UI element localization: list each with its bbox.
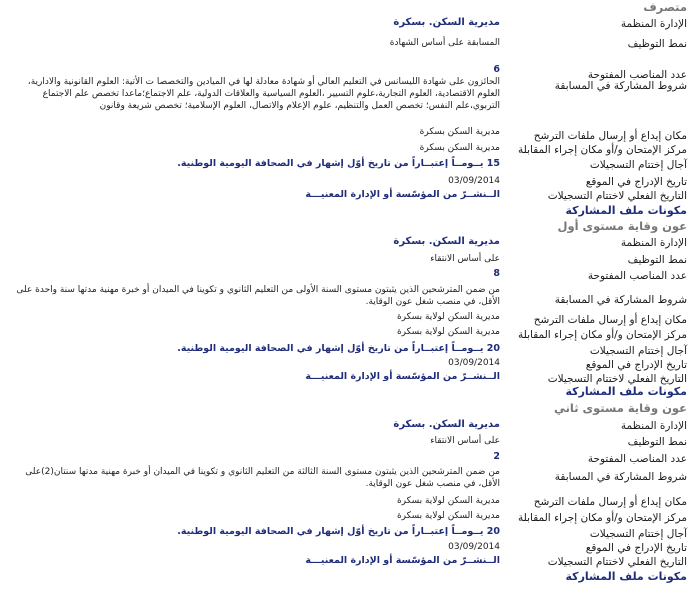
- row-value: 15 يــومــاً إعتبــاراً من تاريخ أوّل إشهار في الصحافة اليومية الوطنية.: [177, 158, 500, 169]
- row-label: شروط المشاركة في المسابقة: [554, 294, 687, 306]
- row-label: عدد المناصب المفتوحة: [587, 270, 687, 282]
- row-label: عدد المناصب المفتوحة: [587, 69, 687, 81]
- row-label: الإدارة المنظمة: [620, 420, 687, 432]
- row-value: الــنشــرّ من المؤسّسة أو الإدارة المعنيـــة: [305, 371, 500, 382]
- row-label: شروط المشاركة في المسابقة: [554, 471, 687, 483]
- section-heading: متصرف: [643, 0, 687, 14]
- row-label: شروط المشاركة في المسابقة: [554, 80, 687, 92]
- row-label: نمط التوظيف: [627, 38, 687, 50]
- row-value: الــنشــرّ من المؤسّسة أو الإدارة المعنيـــة: [305, 189, 500, 200]
- row-label: تاريخ الإدراج في الموقع: [585, 359, 687, 371]
- row-value: 2: [493, 451, 500, 462]
- row-value: مديرية السكن لولاية بسكرة: [396, 312, 500, 322]
- row-label: عدد المناصب المفتوحة: [587, 453, 687, 465]
- row-value: مديرية السكن لولاية بسكرة: [396, 327, 500, 337]
- row-label: مكان إيداع أو إرسال ملفات الترشح: [533, 130, 687, 142]
- row-value: مديرية السكن. بسكرة: [393, 236, 500, 247]
- row-value: مديرية السكن بسكرة: [419, 127, 500, 137]
- row-value: مديرية السكن. بسكرة: [393, 17, 500, 28]
- row-label: نمط التوظيف: [627, 254, 687, 266]
- row-value: 8: [493, 268, 500, 279]
- row-value: مديرية السكن لولاية بسكرة: [396, 496, 500, 506]
- components-link[interactable]: مكونات ملف المشاركة: [565, 570, 687, 583]
- row-value: 03/09/2014: [448, 542, 500, 552]
- row-label: مكان إيداع أو إرسال ملفات الترشح: [533, 314, 687, 326]
- section-heading: عون وقاية مستوى أول: [557, 219, 687, 233]
- row-value: 6: [493, 64, 500, 75]
- row-label: آجال إختتام التسجيلات: [589, 159, 687, 171]
- row-value: الحائزون على شهادة الليسانس في التعليم العالي أو شهادة معادلة لها في الميادين والتخصصا ت الأتية: العلوم القانونية والادارية، العلوم الاقتصادية، العلوم التجارية،علوم التسيير ،العلوم السياسية والعلاقات الدولية، علم الاجتماع؛ماعدا تخصص علم الاجتماع التربوي،علم النفس؛ تخصص العمل والتنظيم، علوم الإعلام والاتصال، العلوم الإسلامية؛ تخصص شريعة وقانون: [27, 77, 500, 111]
- components-link[interactable]: مكونات ملف المشاركة: [565, 385, 687, 398]
- row-label: مركز الإمتحان و/أو مكان إجراء المقابلة: [518, 144, 687, 156]
- row-value: من ضمن المترشحين الذين يثبتون مستوى السنة الأولى من التعليم الثانوي و تكوينا في الميدان أو خبرة مهنية مدتها سنة واحدة على الأقل، في منصب شغل عون الوقاية.: [16, 285, 500, 307]
- row-value: على أساس الانتقاء: [430, 254, 500, 264]
- row-label: آجال إختتام التسجيلات: [589, 345, 687, 357]
- row-label: التاريخ الفعلي لاختتام التسجيلات: [547, 373, 687, 385]
- row-label: الإدارة المنظمة: [620, 18, 687, 30]
- row-value: 20 يــومــاً إعتبــاراً من تاريخ أوّل إشهار في الصحافة اليومية الوطنية.: [177, 343, 500, 354]
- row-value: مديرية السكن بسكرة: [419, 143, 500, 153]
- row-value: 03/09/2014: [448, 176, 500, 186]
- row-value: من ضمن المترشحين الذين يثبتون مستوى السنة الثالثة من التعليم الثانوي و تكوينا في الميدان أو خبرة مهنية مدتها سنتان(2)على الأقل، في منصب شغل عون الوقاية.: [25, 467, 500, 489]
- row-label: الإدارة المنظمة: [620, 237, 687, 249]
- row-label: مكان إيداع أو إرسال ملفات الترشح: [533, 496, 687, 508]
- row-value: المسابقة على أساس الشهادة: [389, 38, 500, 48]
- row-label: مركز الإمتحان و/أو مكان إجراء المقابلة: [518, 329, 687, 341]
- components-link[interactable]: مكونات ملف المشاركة: [565, 204, 687, 217]
- row-value: 20 يــومــاً إعتبــاراً من تاريخ أوّل إشهار في الصحافة اليومية الوطنية.: [177, 526, 500, 537]
- row-value: 03/09/2014: [448, 358, 500, 368]
- row-value: الــنشــرّ من المؤسّسة أو الإدارة المعنيـــة: [305, 555, 500, 566]
- row-value: مديرية السكن لولاية بسكرة: [396, 511, 500, 521]
- row-label: تاريخ الإدراج في الموقع: [585, 176, 687, 188]
- row-value: مديرية السكن. بسكرة: [393, 419, 500, 430]
- row-label: تاريخ الإدراج في الموقع: [585, 542, 687, 554]
- row-label: مركز الإمتحان و/أو مكان إجراء المقابلة: [518, 512, 687, 524]
- row-value: على أساس الانتقاء: [430, 436, 500, 446]
- row-label: التاريخ الفعلي لاختتام التسجيلات: [547, 556, 687, 568]
- row-label: التاريخ الفعلي لاختتام التسجيلات: [547, 190, 687, 202]
- row-label: نمط التوظيف: [627, 436, 687, 448]
- section-heading: عون وقاية مستوى ثاني: [553, 401, 687, 415]
- row-label: آجال إختتام التسجيلات: [589, 528, 687, 540]
